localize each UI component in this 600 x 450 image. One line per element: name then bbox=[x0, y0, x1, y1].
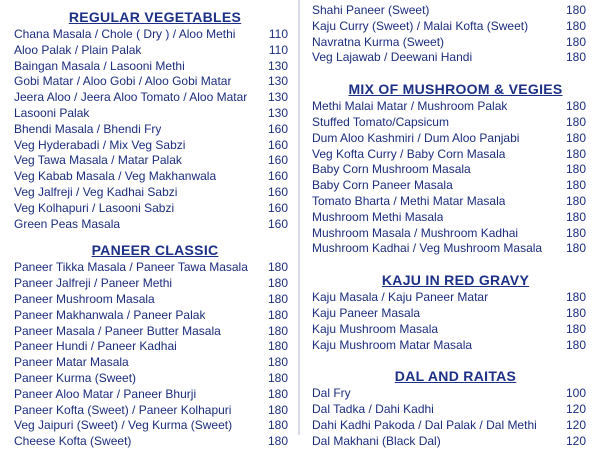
dish-name: Veg Kolhapuri / Lasooni Sabzi bbox=[14, 200, 175, 215]
menu-item bbox=[303, 306, 600, 322]
dish-name: Methi Malai Matar / Mushroom Palak bbox=[312, 99, 508, 114]
menu-item bbox=[303, 241, 600, 257]
dish-name: Shahi Paneer (Sweet) bbox=[312, 3, 430, 17]
dish-name: Veg Kabab Masala / Veg Makhanwala bbox=[14, 169, 217, 184]
menu-item-list bbox=[0, 260, 296, 450]
menu-column-left bbox=[0, 0, 296, 450]
dish-price: 110 bbox=[268, 27, 288, 41]
menu-item bbox=[0, 27, 296, 43]
dish-price: 160 bbox=[267, 137, 288, 152]
dish-price: 160 bbox=[267, 200, 288, 215]
dish-price: 180 bbox=[267, 434, 288, 449]
dish-price: 180 bbox=[565, 130, 586, 145]
dish-name: Kaju Masala / Kaju Paneer Matar bbox=[312, 290, 489, 305]
dish-name: Paneer Tikka Masala / Paneer Tawa Masala bbox=[14, 260, 248, 275]
dish-name: Stuffed Tomato/Capsicum bbox=[312, 114, 449, 129]
menu-item bbox=[303, 338, 600, 354]
menu-item bbox=[0, 122, 296, 138]
menu-item bbox=[303, 99, 600, 115]
dish-price: 180 bbox=[267, 402, 288, 417]
dish-price: 180 bbox=[267, 339, 288, 354]
dish-name: Cheese Kofta (Sweet) bbox=[14, 434, 132, 449]
menu-item bbox=[0, 324, 296, 340]
dish-price: 160 bbox=[267, 169, 288, 184]
dish-name: Paneer Aloo Matar / Paneer Bhurji bbox=[14, 386, 197, 401]
menu-item bbox=[303, 162, 600, 178]
dish-price: 180 bbox=[565, 99, 586, 114]
menu-item bbox=[0, 153, 296, 169]
dish-price: 180 bbox=[565, 50, 586, 65]
dish-price: 120 bbox=[565, 402, 586, 417]
menu-item bbox=[303, 290, 600, 306]
dish-price: 180 bbox=[565, 209, 586, 224]
dish-name: Paneer Masala / Paneer Butter Masala bbox=[14, 323, 221, 338]
menu-item bbox=[303, 386, 600, 402]
dish-price: 180 bbox=[267, 276, 288, 291]
menu-item bbox=[303, 19, 600, 35]
dish-price: 180 bbox=[267, 323, 288, 338]
dish-name: Baby Corn Mushroom Masala bbox=[312, 162, 471, 177]
dish-price: 180 bbox=[565, 114, 586, 129]
dish-price: 180 bbox=[267, 418, 288, 433]
menu-item bbox=[303, 131, 600, 147]
menu-item bbox=[0, 90, 296, 106]
menu-item bbox=[303, 418, 600, 434]
dish-name: Dum Aloo Kashmiri / Dum Aloo Panjabi bbox=[312, 130, 520, 145]
dish-name: Kaju Curry (Sweet) / Malai Kofta (Sweet) bbox=[312, 18, 529, 33]
dish-name: Paneer Mushroom Masala bbox=[14, 291, 155, 306]
dish-name: Veg Kofta Curry / Baby Corn Masala bbox=[312, 146, 506, 161]
dish-price: 180 bbox=[565, 162, 586, 177]
menu-item-list bbox=[303, 386, 600, 449]
dish-price: 180 bbox=[565, 146, 586, 161]
dish-price: 180 bbox=[565, 178, 586, 193]
menu-item bbox=[0, 185, 296, 201]
dish-price: 180 bbox=[267, 355, 288, 370]
menu-item bbox=[0, 418, 296, 434]
menu-item bbox=[0, 260, 296, 276]
dish-price: 180 bbox=[267, 260, 288, 275]
menu-item bbox=[0, 403, 296, 419]
menu-item bbox=[303, 402, 600, 418]
dish-name: Dahi Kadhi Pakoda / Dal Palak / Dal Methi bbox=[312, 417, 537, 432]
dish-price: 180 bbox=[565, 18, 586, 33]
dish-name: Baby Corn Paneer Masala bbox=[312, 178, 453, 193]
dish-name: Veg Hyderabadi / Mix Veg Sabzi bbox=[14, 137, 186, 152]
menu-item bbox=[0, 138, 296, 154]
dish-price: 130 bbox=[267, 58, 288, 73]
dish-price: 160 bbox=[267, 216, 288, 231]
dish-name: Dal Fry bbox=[312, 386, 351, 401]
dish-price: 160 bbox=[267, 184, 288, 199]
menu-item bbox=[303, 35, 600, 51]
dish-name: Navratna Kurma (Sweet) bbox=[312, 34, 445, 49]
dish-name: Jeera Aloo / Jeera Aloo Tomato / Aloo Matar bbox=[14, 90, 248, 105]
menu-item bbox=[0, 106, 296, 122]
section-spacer bbox=[303, 257, 600, 270]
menu-item bbox=[0, 59, 296, 75]
dish-name: Green Peas Masala bbox=[14, 216, 121, 231]
dish-name: Tomato Bharta / Methi Matar Masala bbox=[312, 193, 506, 208]
menu-item bbox=[303, 226, 600, 242]
dish-name: Baingan Masala / Lasooni Methi bbox=[14, 58, 185, 73]
menu-item bbox=[303, 434, 600, 450]
dish-price: 120 bbox=[565, 433, 586, 448]
dish-price: 160 bbox=[267, 153, 288, 168]
section-spacer bbox=[0, 232, 296, 240]
menu-item bbox=[0, 169, 296, 185]
dish-price: 180 bbox=[267, 307, 288, 322]
dish-name: Mushroom Masala / Mushroom Kadhai bbox=[312, 225, 519, 240]
dish-price: 130 bbox=[267, 90, 288, 105]
menu-item bbox=[0, 387, 296, 403]
dish-price: 180 bbox=[565, 305, 586, 320]
dish-name: Veg Tawa Masala / Matar Palak bbox=[14, 153, 182, 168]
dish-price: 180 bbox=[565, 225, 586, 240]
section-title: KAJU IN RED GRAVY bbox=[381, 272, 530, 289]
menu-item-list bbox=[303, 99, 600, 257]
dish-name: Bhendi Masala / Bhendi Fry bbox=[14, 121, 162, 136]
dish-name: Paneer Hundi / Paneer Kadhai bbox=[14, 339, 177, 354]
section-title: MIX OF MUSHROOM & VEGIES bbox=[348, 81, 563, 98]
dish-name: Kaju Mushroom Matar Masala bbox=[312, 337, 473, 352]
dish-name: Paneer Makhanwala / Paneer Palak bbox=[14, 307, 206, 322]
menu-item bbox=[303, 322, 600, 338]
menu-item bbox=[303, 3, 600, 19]
dish-price: 160 bbox=[267, 121, 288, 136]
dish-name: Veg Jaipuri (Sweet) / Veg Kurma (Sweet) bbox=[14, 418, 233, 433]
dish-price: 130 bbox=[267, 74, 288, 89]
dish-name: Lasooni Palak bbox=[14, 105, 90, 120]
menu-item bbox=[0, 74, 296, 90]
dish-price: 180 bbox=[267, 386, 288, 401]
menu-item-list bbox=[303, 3, 600, 66]
dish-name: Mushroom Kadhai / Veg Mushroom Masala bbox=[312, 241, 543, 256]
dish-name: Paneer Kurma (Sweet) bbox=[14, 370, 137, 385]
menu-item bbox=[0, 201, 296, 217]
menu-item bbox=[303, 194, 600, 210]
menu-item-list bbox=[0, 27, 296, 232]
dish-price: 180 bbox=[565, 290, 586, 305]
dish-name: Mushroom Methi Masala bbox=[312, 209, 444, 224]
dish-price: 100 bbox=[565, 386, 586, 401]
dish-price: 180 bbox=[565, 321, 586, 336]
menu-item bbox=[303, 178, 600, 194]
menu-item bbox=[303, 50, 600, 66]
dish-name: Kaju Paneer Masala bbox=[312, 305, 421, 320]
section-title: PANEER CLASSIC bbox=[91, 242, 219, 259]
dish-price: 180 bbox=[565, 193, 586, 208]
menu-item bbox=[303, 147, 600, 163]
dish-name: Dal Tadka / Dahi Kadhi bbox=[312, 402, 434, 417]
menu-item bbox=[303, 115, 600, 131]
menu-item bbox=[0, 339, 296, 355]
dish-name: Paneer Matar Masala bbox=[14, 355, 129, 370]
dish-price: 110 bbox=[268, 42, 288, 57]
menu-item bbox=[303, 210, 600, 226]
dish-name: Paneer Kofta (Sweet) / Paneer Kolhapuri bbox=[14, 402, 232, 417]
menu-item bbox=[0, 43, 296, 59]
section-spacer bbox=[303, 66, 600, 79]
dish-price: 180 bbox=[267, 370, 288, 385]
dish-name: Veg Jalfreji / Veg Kadhai Sabzi bbox=[14, 184, 178, 199]
dish-name: Gobi Matar / Aloo Gobi / Aloo Gobi Matar bbox=[14, 74, 232, 89]
menu-item bbox=[0, 308, 296, 324]
dish-price: 130 bbox=[267, 105, 288, 120]
dish-price: 180 bbox=[565, 337, 586, 352]
dish-price: 120 bbox=[565, 417, 586, 432]
dish-name: Paneer Jalfreji / Paneer Methi bbox=[14, 276, 173, 291]
dish-name: Dal Makhani (Black Dal) bbox=[312, 433, 441, 448]
menu-item bbox=[0, 371, 296, 387]
section-title: DAL AND RAITAS bbox=[394, 368, 517, 385]
dish-name: Kaju Mushroom Masala bbox=[312, 321, 439, 336]
dish-price: 180 bbox=[565, 241, 586, 256]
dish-price: 180 bbox=[267, 291, 288, 306]
menu-item bbox=[0, 217, 296, 233]
menu-column-right bbox=[303, 0, 600, 450]
dish-name: Veg Lajawab / Deewani Handi bbox=[312, 50, 473, 65]
menu-item-list bbox=[303, 290, 600, 353]
column-divider bbox=[298, 0, 300, 435]
dish-price: 180 bbox=[565, 3, 586, 17]
menu-item bbox=[0, 276, 296, 292]
menu-item bbox=[0, 434, 296, 450]
section-title: REGULAR VEGETABLES bbox=[68, 9, 242, 25]
dish-price: 180 bbox=[565, 34, 586, 49]
dish-name: Aloo Palak / Plain Palak bbox=[14, 42, 142, 57]
section-spacer bbox=[303, 353, 600, 366]
menu-item bbox=[0, 355, 296, 371]
dish-name: Chana Masala / Chole ( Dry ) / Aloo Methi bbox=[14, 27, 236, 41]
top-spacer bbox=[0, 0, 296, 7]
menu-item bbox=[0, 292, 296, 308]
